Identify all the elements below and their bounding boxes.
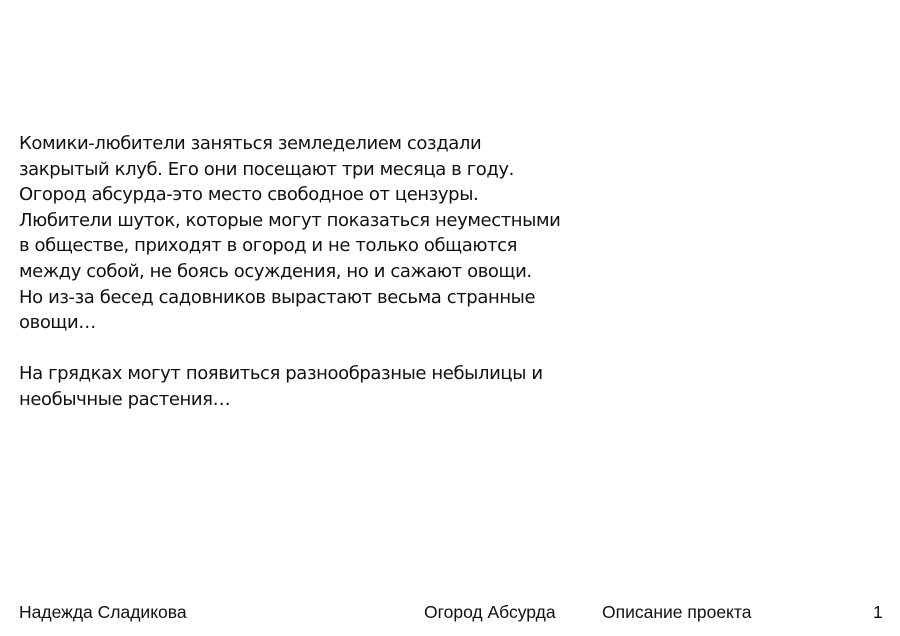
text-line: Но из-за бесед садовников вырастают весьма странные <box>19 286 536 308</box>
document-body <box>19 131 619 413</box>
text-line: овощи… <box>19 312 96 334</box>
text-line: необычные растения… <box>19 388 231 410</box>
footer-section-title: Описание проекта <box>602 602 752 622</box>
footer-author: Надежда Сладикова <box>19 602 187 622</box>
text-line: закрытый клуб. Его они посещают три месяца в году. <box>19 158 514 180</box>
paragraph-intro <box>19 131 619 336</box>
footer-project-title: Огород Абсурда <box>424 602 556 622</box>
text-line: в обществе, приходят в огород и не только общаются <box>19 235 518 257</box>
footer-page-number: 1 <box>873 602 883 622</box>
text-line: Комики-любители заняться земледелием создали <box>19 133 482 154</box>
text-line: Любители шуток, которые могут показаться неуместными <box>19 209 561 231</box>
text-line: между собой, не боясь осуждения, но и сажают овощи. <box>19 260 532 282</box>
text-line: Огород абсурда-это место свободное от цензуры. <box>19 184 479 206</box>
text-line: На грядках могут появиться разнообразные небылицы и <box>19 363 543 385</box>
paragraph-closing <box>19 361 619 412</box>
